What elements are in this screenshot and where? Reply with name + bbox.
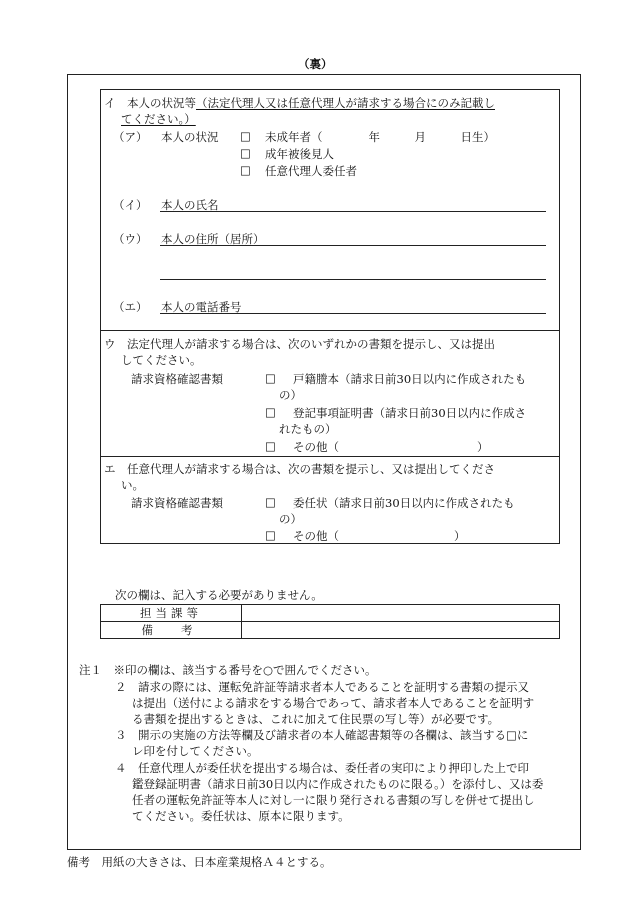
- note-1: 注１ ※印の欄は、該当する番号を○で囲んでください。: [79, 663, 377, 677]
- staff-dept-field[interactable]: [242, 605, 560, 622]
- note-4-cont: 任者の運転免許証等本人に対し一に限り発行される書類の写しを併せて提出し: [132, 793, 535, 807]
- other-e-checkbox[interactable]: □: [265, 528, 276, 542]
- section-i-heading-note: （法定代理人又は任意代理人が請求する場合にのみ記載し: [196, 96, 495, 110]
- name-field[interactable]: [160, 211, 546, 212]
- family-register-label: 戸籍謄本（請求日前30日以内に作成されたも: [293, 372, 527, 386]
- table-row: [101, 605, 560, 622]
- power-of-attorney-checkbox[interactable]: □: [265, 495, 276, 509]
- address-field-line2[interactable]: [160, 279, 546, 280]
- section-u-line2: してください。: [121, 353, 202, 367]
- section-e-line1: エ 任意代理人が請求する場合は、次の書類を提示し、又は提出してくださ: [104, 462, 495, 476]
- other-u-label: その他（ ）: [293, 440, 489, 454]
- note-2-cont: は提出（送付による請求をする場合であって、請求者本人であることを証明す: [132, 696, 535, 710]
- section-i-heading-note-cont: てください。）: [121, 112, 196, 126]
- staff-row-label: 担当課等: [101, 605, 242, 622]
- note-2: ２ 請求の際には、運転免許証等請求者本人であることを証明する書類の提示又: [115, 680, 529, 694]
- page-title: （裏）: [298, 57, 333, 71]
- note-2-cont: る書類を提出するときは、これに加えて住民票の写し等）が必要です。: [132, 712, 500, 726]
- staff-row-label: 備考: [101, 622, 242, 639]
- staff-remarks-field[interactable]: [242, 622, 560, 639]
- registry-cert-label-cont: れたもの）: [279, 422, 337, 436]
- minor-label: 未成年者（ 年 月 日生）: [265, 130, 495, 144]
- ward-checkbox[interactable]: □: [240, 146, 251, 160]
- section-i-heading-prefix: イ 本人の状況等: [104, 96, 196, 110]
- address-title: 本人の住所（居所）: [161, 232, 265, 246]
- section-divider-u: [100, 330, 560, 331]
- section-i-heading: [104, 95, 495, 111]
- note-3: ３ 開示の実施の方法等欄及び請求者の本人確認書類等の各欄は、該当する□に: [115, 728, 529, 742]
- section-e-line2: い。: [121, 478, 144, 492]
- power-of-attorney-label-cont: の）: [279, 512, 302, 526]
- phone-title: 本人の電話番号: [161, 300, 242, 314]
- section-u-doc-label: 請求資格確認書類: [131, 372, 223, 386]
- address-label: （ウ）: [113, 232, 148, 246]
- principal-checkbox[interactable]: □: [240, 163, 251, 177]
- staff-intro: 次の欄は、記入する必要がありません。: [115, 588, 323, 602]
- principal-label: 任意代理人委任者: [265, 164, 357, 178]
- family-register-checkbox[interactable]: □: [265, 371, 276, 385]
- minor-checkbox[interactable]: □: [240, 129, 251, 143]
- section-u-line1: ウ 法定代理人が請求する場合は、次のいずれかの書類を提示し、又は提出: [104, 337, 495, 351]
- ward-label: 成年被後見人: [265, 147, 334, 161]
- phone-label: （エ）: [113, 300, 148, 314]
- address-field-line1[interactable]: [160, 245, 546, 246]
- note-3-cont: レ印を付してください。: [132, 744, 259, 758]
- phone-field[interactable]: [160, 313, 546, 314]
- name-label: （イ）: [113, 198, 148, 212]
- registry-cert-checkbox[interactable]: □: [265, 405, 276, 419]
- section-e-doc-label: 請求資格確認書類: [131, 496, 223, 510]
- note-4-cont: 鑑登録証明書（請求日前30日以内に作成されたものに限る。）を添付し、又は委: [132, 777, 544, 791]
- status-label: （ア）: [113, 130, 148, 144]
- note-4-cont: てください。委任状は、原本に限ります。: [132, 809, 350, 823]
- power-of-attorney-label: 委任状（請求日前30日以内に作成されたも: [293, 496, 515, 510]
- note-4: ４ 任意代理人が委任状を提出する場合は、委任者の実印により押印した上で印: [115, 761, 529, 775]
- section-divider-e: [100, 456, 560, 457]
- status-title: 本人の状況: [161, 130, 219, 144]
- other-e-label: その他（ ）: [293, 529, 466, 543]
- footer-remark: 備考 用紙の大きさは、日本産業規格Ａ４とする。: [67, 855, 332, 869]
- registry-cert-label: 登記事項証明書（請求日前30日以内に作成さ: [293, 406, 527, 420]
- table-row: [101, 622, 560, 639]
- other-u-checkbox[interactable]: □: [265, 439, 276, 453]
- name-title: 本人の氏名: [161, 198, 219, 212]
- family-register-label-cont: の）: [279, 388, 302, 402]
- staff-use-table: [100, 604, 560, 639]
